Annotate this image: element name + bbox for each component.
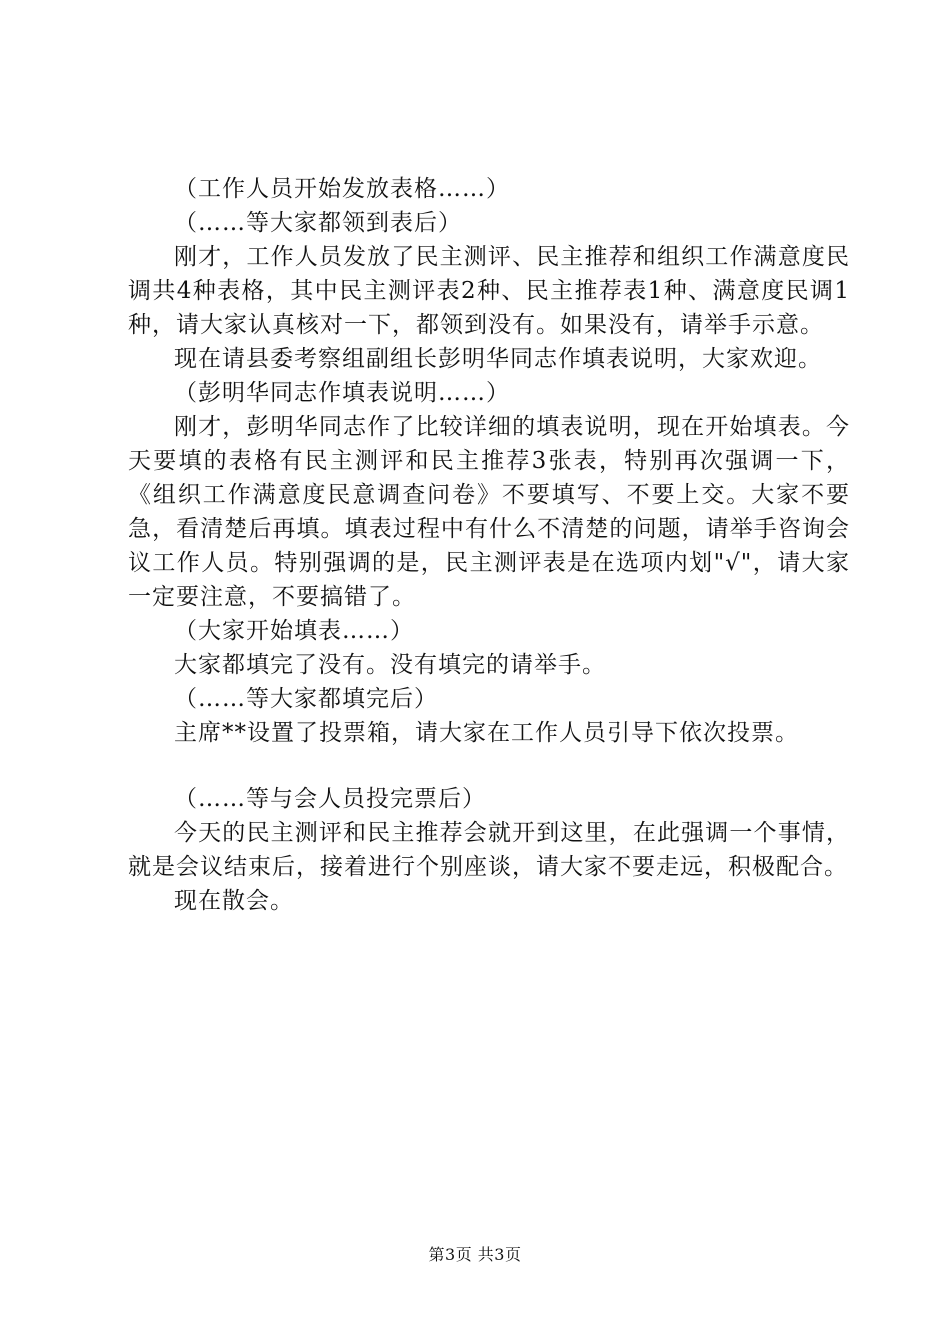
paragraph-8: 大家都填完了没有。没有填完的请举手。 — [174, 652, 606, 678]
paragraph-2: （……等大家都领到表后） — [174, 210, 462, 236]
paragraph-4: 现在请县委考察组副组长彭明华同志作填表说明，大家欢迎。 — [174, 346, 822, 372]
paragraph-6: 刚才，彭明华同志作了比较详细的填表说明，现在开始填表。今天要填的表格有民主测评和民主推荐3张表，特别再次强调一下，《组织工作满意度民意调查问卷》不要填写、不要上交。大家不要急，看清楚后再填。填表过程中有什么不清楚的问题，请举手咨询会议工作人员。特别强调的是，民主测评表是在选项内划"√"，请大家一定要注意，不要搞错了。 — [128, 414, 850, 610]
page-footer: 第3页 共3页 — [428, 1245, 522, 1264]
paragraph-12: 今天的民主测评和民主推荐会就开到这里，在此强调一个事情，就是会议结束后，接着进行个别座谈，请大家不要走远，积极配合。 — [128, 820, 850, 880]
paragraph-13: 现在散会。 — [174, 888, 294, 914]
document-body — [128, 172, 850, 918]
paragraph-10: 主席**设置了投票箱，请大家在工作人员引导下依次投票。 — [174, 720, 799, 746]
paragraph-9: （……等大家都填完后） — [174, 686, 438, 712]
paragraph-5: （彭明华同志作填表说明……） — [174, 380, 510, 406]
paragraph-1: （工作人员开始发放表格……） — [174, 176, 510, 202]
paragraph-3: 刚才，工作人员发放了民主测评、民主推荐和组织工作满意度民调共4种表格，其中民主测评表2种、民主推荐表1种、满意度民调1种，请大家认真核对一下，都领到没有。如果没有，请举手示意。 — [128, 244, 850, 338]
paragraph-7: （大家开始填表……） — [174, 618, 414, 644]
paragraph-11: （……等与会人员投完票后） — [174, 786, 486, 812]
